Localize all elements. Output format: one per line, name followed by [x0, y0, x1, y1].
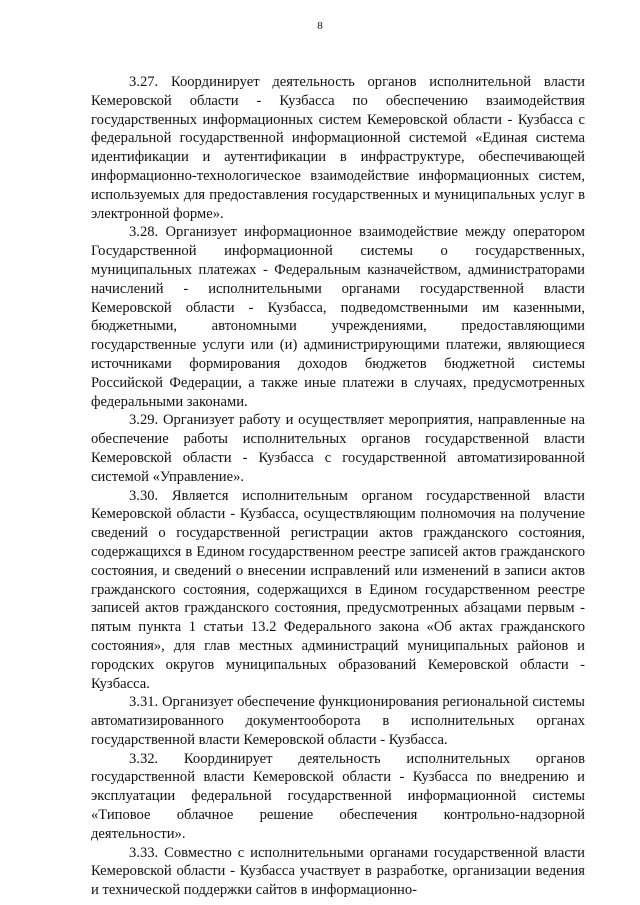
- page-number: 8: [317, 20, 323, 32]
- paragraph-3-31: 3.31. Организует обеспечение функционирования региональной системы автоматизированного документооборота в исполнительных органах государственной власти Кемеровской области - Кузбасса.: [91, 694, 585, 748]
- document-body: [91, 73, 585, 900]
- paragraph-3-27: 3.27. Координирует деятельность органов исполнительной власти Кемеровской области - Кузбасса по обеспечению взаимодействия государственных информационных систем Кемеровской области - Кузбасса с федеральной государственной информационной системой «Единая система идентификации и аутентификации в инфраструктуре, обеспечивающей информационно-технологическое взаимодействие информационных систем, используемых для предоставления государственных и муниципальных услуг в электронной форме».: [91, 74, 585, 222]
- paragraph-3-32: 3.32. Координирует деятельность исполнительных органов государственной власти Кемеровской области - Кузбасса по внедрению и эксплуатации федеральной государственной информационной системы «Типовое облачное решение обеспечения контрольно-надзорной деятельности».: [91, 750, 585, 842]
- paragraph-3-28: 3.28. Организует информационное взаимодействие между оператором Государственной информационной системы о государственных, муниципальных платежах - Федеральным казначейством, администраторами начислений - исполнительными органами государственной власти Кемеровской области - Кузбасса, подведомственными им казенными, бюджетными, автономными учреждениями, предоставляющими государственные услуги или (и) администрирующими платежи, являющиеся источниками формирования доходов бюджетов бюджетной системы Российской Федерации, а также иные платежи в случаях, предусмотренных федеральными законами.: [91, 224, 585, 410]
- paragraph-3-29: 3.29. Организует работу и осуществляет мероприятия, направленные на обеспечение работы исполнительных органов государственной власти Кемеровской области - Кузбасса с государственной автоматизированной системой «Управление».: [91, 412, 585, 485]
- paragraph-3-30: 3.30. Является исполнительным органом государственной власти Кемеровской области - Кузбасса, осуществляющим полномочия на получение сведений о государственной регистрации актов гражданского состояния, содержащихся в Едином государственном реестре записей актов гражданского состояния, и сведений о внесении исправлений или изменений в записи актов гражданского состояния, содержащихся в Едином государственном реестре записей актов гражданского состояния, предусмотренных абзацами первым - пятым пункта 1 статьи 13.2 Федерального закона «Об актах гражданского состояния», для глав местных администраций муниципальных районов и городских округов муниципальных образований Кемеровской области - Кузбасса.: [91, 487, 585, 692]
- paragraph-3-33: 3.33. Совместно с исполнительными органами государственной власти Кемеровской области - Кузбасса участвует в разработке, организации ведения и технической поддержки сайтов в информационно-: [91, 844, 585, 899]
